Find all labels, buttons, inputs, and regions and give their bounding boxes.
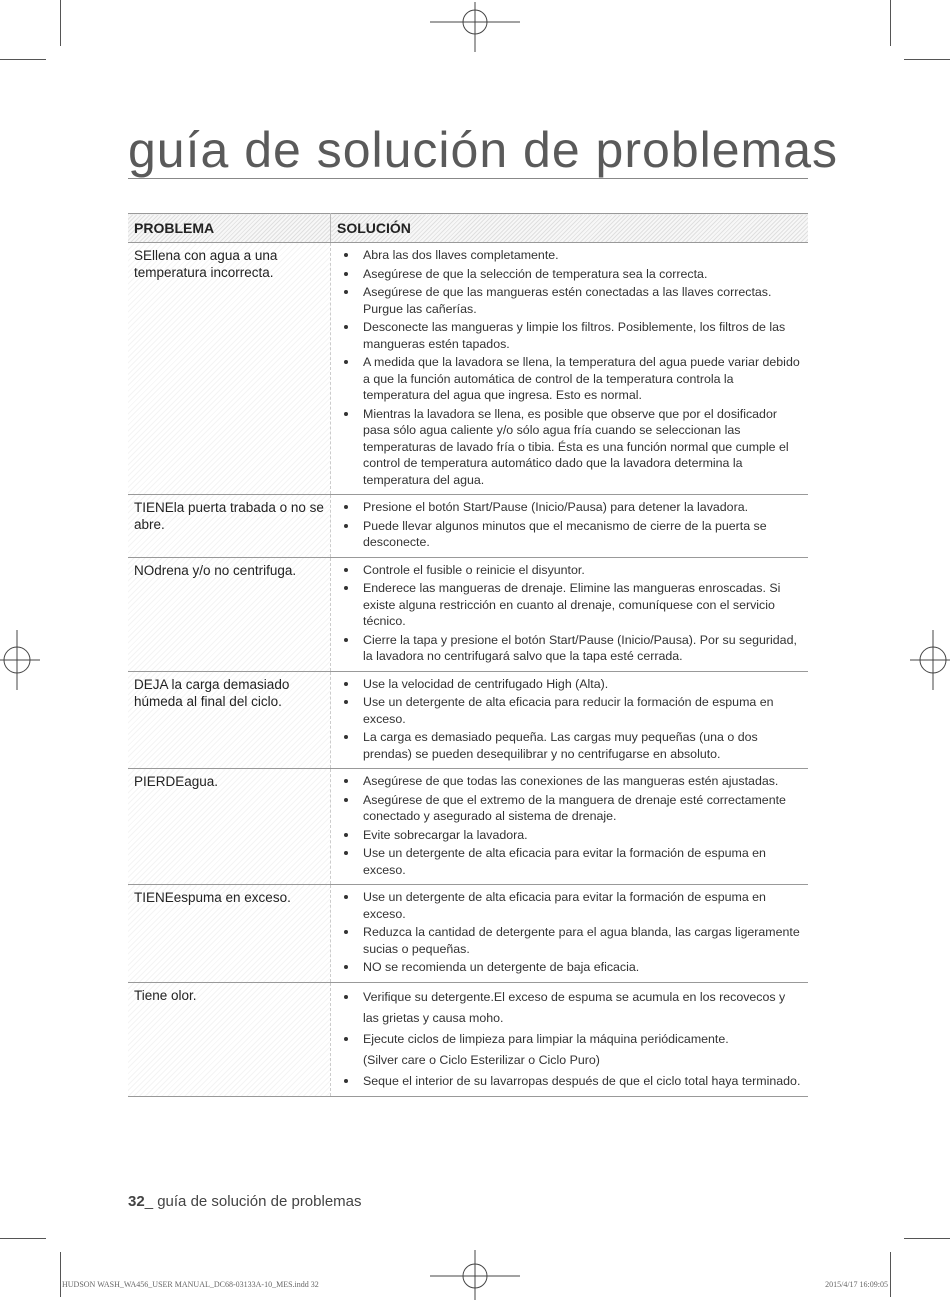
- solution-item: Asegúrese de que las mangueras estén conectadas a las llaves correctas. Purgue las cañerías.: [341, 284, 802, 317]
- page-number: 32: [128, 1193, 145, 1210]
- problem-cell: NOdrena y/o no centrifuga.: [128, 557, 331, 671]
- solution-item: Verifique su detergente.El exceso de espuma se acumula en los recovecos y las grietas y causa moho.: [341, 987, 802, 1029]
- crop-mark: [904, 59, 950, 60]
- solution-item: Ejecute ciclos de limpieza para limpiar la máquina periódicamente. (Silver care o Ciclo Esterilizar o Ciclo Puro): [341, 1029, 802, 1071]
- solution-item: Cierre la tapa y presione el botón Start/Pause (Inicio/Pausa). Por su seguridad, la lavadora no centrifugará salvo que la tapa esté cerrada.: [341, 632, 802, 665]
- solution-cell: [331, 557, 809, 671]
- table-row: [128, 243, 808, 495]
- problem-cell: PIERDEagua.: [128, 769, 331, 885]
- solution-list: [341, 499, 802, 551]
- problem-cell: TIENEla puerta trabada o no se abre.: [128, 495, 331, 558]
- table-row: [128, 495, 808, 558]
- solution-item: Abra las dos llaves completamente.: [341, 247, 802, 264]
- solution-cell: [331, 671, 809, 769]
- table-row: [128, 671, 808, 769]
- page-footer: [128, 1193, 362, 1210]
- problem-cell: Tiene olor.: [128, 982, 331, 1096]
- registration-mark-icon: [430, 2, 520, 52]
- crop-mark: [890, 0, 891, 46]
- problem-cell: DEJA la carga demasiado húmeda al final del ciclo.: [128, 671, 331, 769]
- solution-item: Use un detergente de alta eficacia para reducir la formación de espuma en exceso.: [341, 694, 802, 727]
- solution-list: [341, 773, 802, 878]
- solution-item: NO se recomienda un detergente de baja eficacia.: [341, 959, 802, 976]
- footer-section-title: guía de solución de problemas: [157, 1193, 362, 1210]
- crop-mark: [60, 1252, 61, 1297]
- table-row: [128, 769, 808, 885]
- problem-cell: SEllena con agua a una temperatura incorrecta.: [128, 243, 331, 495]
- solution-item: Mientras la lavadora se llena, es posible que observe que por el dosificador pasa sólo agua caliente y/o sólo agua fría cuando se seleccionan las temperaturas de lavado fría o tibia. Ésta es una función normal que cumple el control de temperatura automático dado que la lavadora determina la temperatura del agua.: [341, 406, 802, 489]
- solution-item: Use un detergente de alta eficacia para evitar la formación de espuma en exceso.: [341, 889, 802, 922]
- title-underline: [128, 178, 808, 179]
- solution-item: Controle el fusible o reinicie el disyuntor.: [341, 562, 802, 579]
- solution-cell: [331, 243, 809, 495]
- table-row: [128, 982, 808, 1096]
- solution-cell: [331, 495, 809, 558]
- solution-item: A medida que la lavadora se llena, la temperatura del agua puede variar debido a que la función automática de control de la temperatura controla la temperatura del agua que ingresa. Esto es normal.: [341, 354, 802, 404]
- solution-list: [341, 562, 802, 665]
- solution-list: [341, 987, 802, 1092]
- solution-item: Puede llevar algunos minutos que el mecanismo de cierre de la puerta se desconecte.: [341, 518, 802, 551]
- solution-item: Reduzca la cantidad de detergente para el agua blanda, las cargas ligeramente sucias o pequeñas.: [341, 924, 802, 957]
- crop-mark: [0, 1238, 46, 1239]
- page-title: guía de solución de problemas: [128, 122, 839, 178]
- crop-mark: [60, 0, 61, 46]
- solution-item: Asegúrese de que la selección de temperatura sea la correcta.: [341, 266, 802, 283]
- solution-item: Seque el interior de su lavarropas después de que el ciclo total haya terminado.: [341, 1071, 802, 1092]
- problem-cell: TIENEespuma en exceso.: [128, 885, 331, 983]
- registration-mark-icon: [0, 630, 40, 690]
- column-header-problem: PROBLEMA: [128, 214, 331, 243]
- print-timestamp: 2015/4/17 16:09:05: [825, 1280, 888, 1289]
- solution-item: Presione el botón Start/Pause (Inicio/Pausa) para detener la lavadora.: [341, 499, 802, 516]
- solution-cell: [331, 885, 809, 983]
- solution-cell: [331, 982, 809, 1096]
- solution-cell: [331, 769, 809, 885]
- footer-separator: _: [144, 1193, 158, 1210]
- solution-item: Desconecte las mangueras y limpie los filtros. Posiblemente, los filtros de las mangueras estén tapados.: [341, 319, 802, 352]
- solution-list: [341, 247, 802, 488]
- crop-mark: [890, 1252, 891, 1297]
- solution-item: Evite sobrecargar la lavadora.: [341, 827, 802, 844]
- table-row: [128, 557, 808, 671]
- registration-mark-icon: [910, 630, 950, 690]
- table-header-row: [128, 214, 808, 243]
- solution-list: [341, 889, 802, 976]
- solution-item: Asegúrese de que el extremo de la manguera de drenaje esté correctamente conectado y asegurado al sistema de drenaje.: [341, 792, 802, 825]
- registration-mark-icon: [430, 1250, 520, 1300]
- table-row: [128, 885, 808, 983]
- solution-list: [341, 676, 802, 763]
- print-file-info: HUDSON WASH_WA456_USER MANUAL_DC68-03133A-10_MES.indd 32: [62, 1280, 319, 1289]
- troubleshooting-table: [128, 213, 808, 1097]
- solution-item: Enderece las mangueras de drenaje. Elimine las mangueras enroscadas. Si existe alguna restricción en cuanto al drenaje, comuníquese con el servicio técnico.: [341, 580, 802, 630]
- solution-item: La carga es demasiado pequeña. Las cargas muy pequeñas (una o dos prendas) se pueden desequilibrar y no centrifugarse en absoluto.: [341, 729, 802, 762]
- crop-mark: [904, 1238, 950, 1239]
- solution-item: Use la velocidad de centrifugado High (Alta).: [341, 676, 802, 693]
- solution-item: Asegúrese de que todas las conexiones de las mangueras estén ajustadas.: [341, 773, 802, 790]
- crop-mark: [0, 59, 46, 60]
- column-header-solution: SOLUCIÓN: [331, 214, 809, 243]
- solution-item: Use un detergente de alta eficacia para evitar la formación de espuma en exceso.: [341, 845, 802, 878]
